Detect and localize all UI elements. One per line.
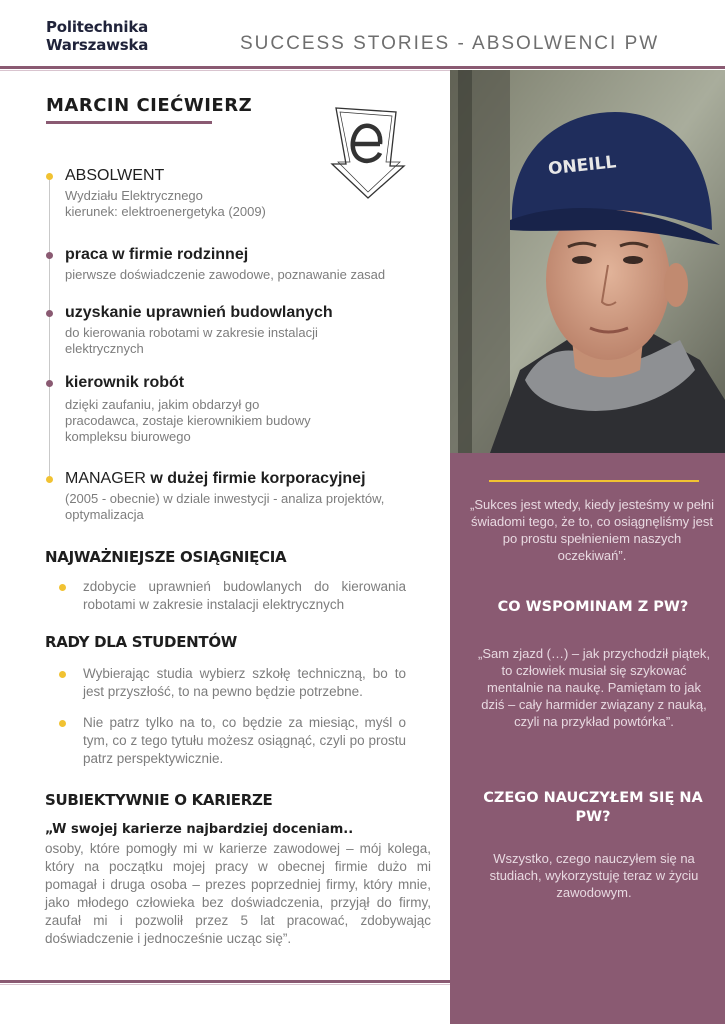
timeline-dot xyxy=(46,173,53,180)
timeline-title-rest: w dużej firmie korporacyjnej xyxy=(145,470,366,487)
achievement-item: zdobycie uprawnień budowlanych do kierowania robotami w zakresie instalacji elektrycznych xyxy=(83,579,406,612)
cap-brand-text: ONEILL xyxy=(547,152,618,180)
timeline-title-main: MANAGER xyxy=(65,470,146,487)
learned-heading: CZEGO NAUCZYŁEM SIĘ NA PW? xyxy=(483,790,703,825)
bullet-dot xyxy=(59,720,66,727)
university-logo xyxy=(46,18,148,54)
electrical-faculty-e-icon xyxy=(322,104,412,200)
advice-heading: RADY DLA STUDENTÓW xyxy=(45,633,238,651)
timeline-desc-line: do kierowania robotami w zakresie instalacji xyxy=(65,325,318,340)
timeline-dot xyxy=(46,476,53,483)
sidebar-accent-rule xyxy=(489,480,699,482)
portrait-photo xyxy=(450,70,725,453)
timeline-desc-line: kierunek: elektroenergetyka (2009) xyxy=(65,204,266,219)
achievements-heading: NAJWAŻNIEJSZE OSIĄGNIĘCIA xyxy=(45,548,287,566)
timeline-desc-line: pracodawca, zostaje kierownikiem budowy xyxy=(65,413,311,428)
timeline-title xyxy=(65,470,366,488)
timeline-title: uzyskanie uprawnień budowlanych xyxy=(65,304,333,321)
timeline-title: ABSOLWENT xyxy=(65,167,165,184)
timeline-line xyxy=(49,176,50,476)
footer-divider-thin xyxy=(0,984,450,985)
memories-heading: CO WSPOMINAM Z PW? xyxy=(497,599,689,615)
timeline-dot xyxy=(46,252,53,259)
career-quote-lead: „W swojej karierze najbardziej doceniam.. xyxy=(45,822,354,837)
career-heading: SUBIEKTYWNIE O KARIERZE xyxy=(45,791,273,809)
person-name: MARCIN CIEĆWIERZ xyxy=(46,95,253,116)
timeline-desc xyxy=(65,267,385,283)
timeline-desc-line: pierwsze doświadczenie zawodowe, poznawanie zasad xyxy=(65,267,386,282)
timeline-desc-line: optymalizacja xyxy=(65,507,144,522)
memories-text: „Sam zjazd (…) – jak przychodził piątek, to człowiek musiał się szykować mentalnie na naukę. Pamiętam to jak dziś – cały harmider związany z nauką, czyli na przykład powtórka”. xyxy=(478,646,710,729)
timeline-dot xyxy=(46,310,53,317)
career-body: osoby, które pomogły mi w karierze zawodowej – mój kolega, który na początku mojej pracy w obecnej firmie dużo mi pomagał i druga osoba – prezes poprzedniej firmy, który mnie, jako młodego człowieka bez doświadczenia, przyjął do firmy, zaufał mi i pozwolił przez 5 lat pracować, zdobywając doświadczenie i jednocześnie ucząc się”. xyxy=(45,841,431,946)
logo-line-2: Warszawska xyxy=(46,36,149,54)
bullet-dot xyxy=(59,671,66,678)
header-divider xyxy=(0,66,725,69)
footer-divider xyxy=(0,980,450,983)
bullet-dot xyxy=(59,584,66,591)
page-header-title: SUCCESS STORIES - ABSOLWENCI PW xyxy=(240,33,660,54)
portrait-illustration xyxy=(450,70,725,453)
timeline-desc xyxy=(65,325,318,357)
timeline-desc-line: dzięki zaufaniu, jakim obdarzył go xyxy=(65,397,260,412)
timeline-desc-line: (2005 - obecnie) w dziale inwestycji - analiza projektów, xyxy=(65,491,385,506)
timeline-desc-line: elektrycznych xyxy=(65,341,144,356)
timeline-desc xyxy=(65,397,311,445)
name-underline xyxy=(46,121,212,124)
timeline-title: kierownik robót xyxy=(65,374,185,391)
logo-line-1: Politechnika xyxy=(46,18,149,36)
advice-item: Wybierając studia wybierz szkołę techniczną, bo to jest przyszłość, to na pewno będzie potrzebne. xyxy=(83,666,406,699)
timeline-desc-line: Wydziału Elektrycznego xyxy=(65,188,203,203)
timeline-desc xyxy=(65,188,266,220)
timeline-dot xyxy=(46,380,53,387)
advice-item: Nie patrz tylko na to, co będzie za miesiąc, myśl o tym, co z tego tytułu możesz osiągnąć, czyli po prostu patrz perspektywicznie. xyxy=(83,715,406,766)
timeline-desc-line: kompleksu biurowego xyxy=(65,429,191,444)
motto-quote: „Sukces jest wtedy, kiedy jesteśmy w pełni świadomi tego, że to, co osiągnęliśmy jest po prostu spełnieniem naszych oczekiwań”. xyxy=(470,497,714,563)
timeline-desc xyxy=(65,491,384,523)
learned-text: Wszystko, czego nauczyłem się na studiach, wykorzystuję teraz w życiu zawodowym. xyxy=(489,851,699,900)
timeline-title: praca w firmie rodzinnej xyxy=(65,246,249,263)
